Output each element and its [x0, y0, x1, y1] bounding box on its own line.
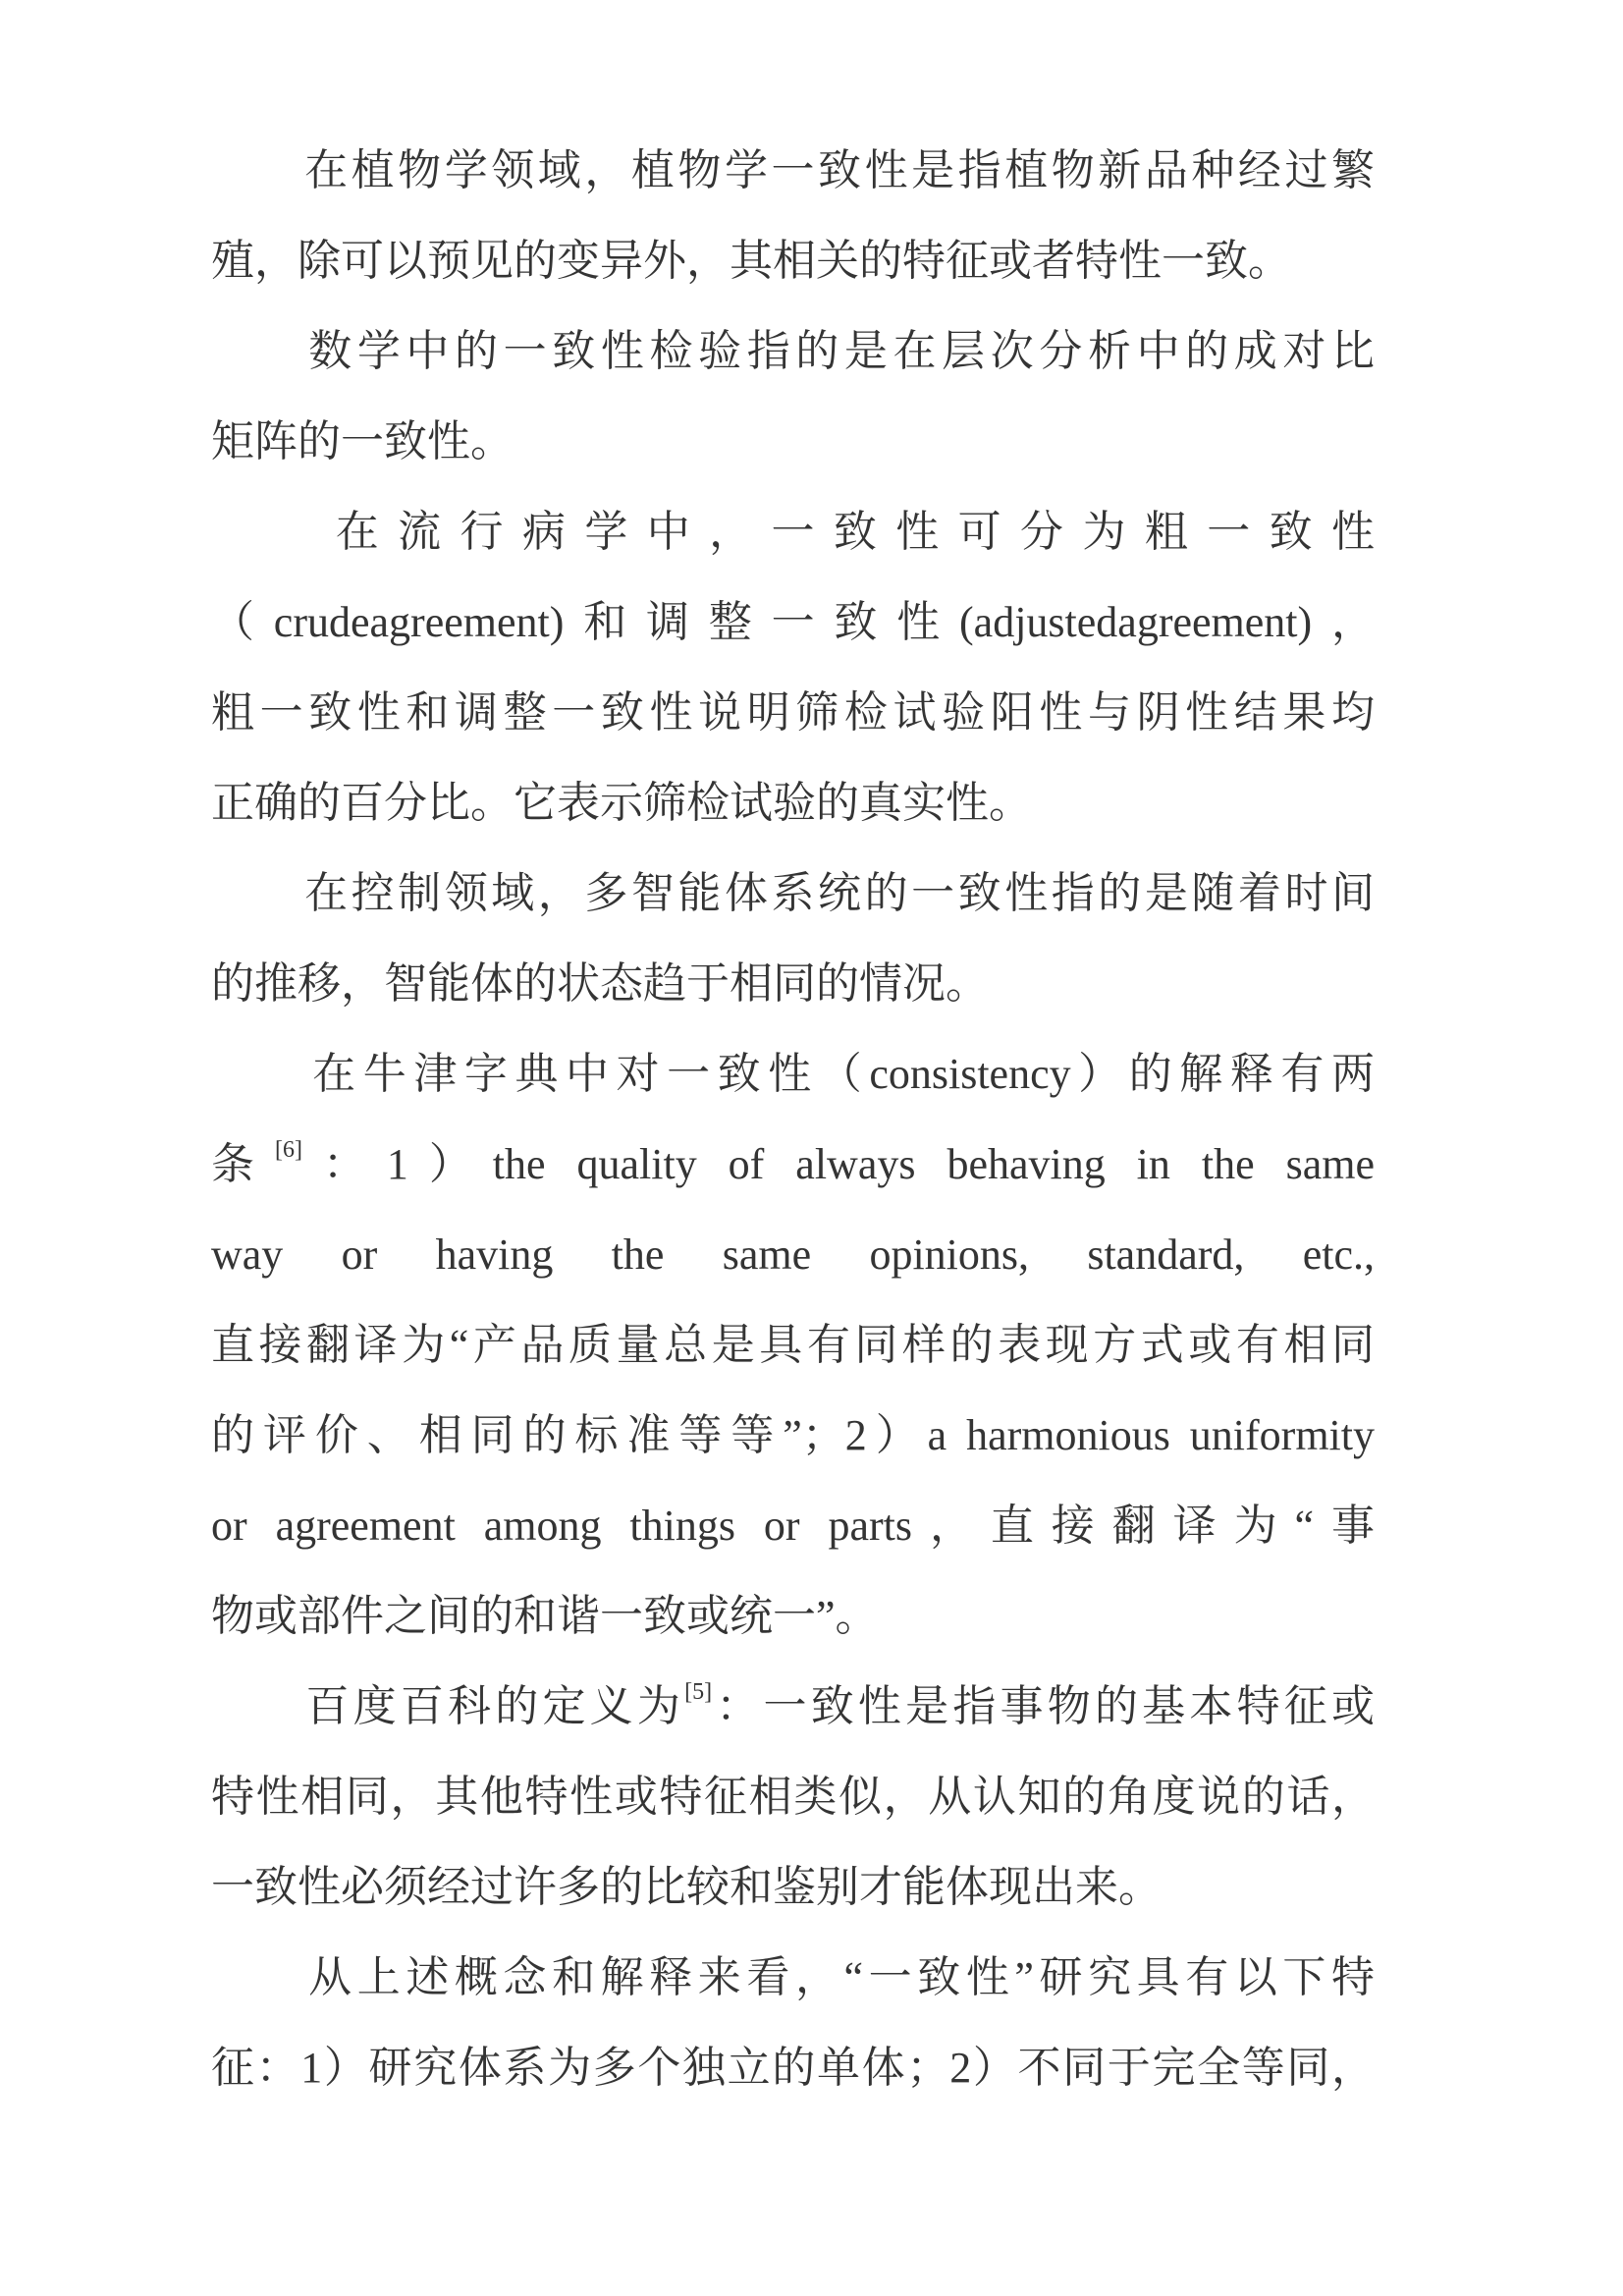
document-line — [211, 1120, 1375, 1210]
paragraph — [211, 1662, 1375, 1933]
document-line — [211, 939, 1375, 1029]
paragraph — [211, 126, 1375, 306]
text-run: 数学中的一致性检验指的是在层次分析中的成对比 — [211, 327, 1375, 375]
text-run: 在植物学领域，植物学一致性是指植物新品种经过繁 — [211, 146, 1375, 194]
document-line — [211, 668, 1375, 758]
document-line — [211, 1210, 1375, 1300]
document-line — [211, 397, 1375, 487]
text-run: 殖，除可以预见的变异外，其相关的特征或者特性一致。 — [211, 237, 1291, 285]
document-line — [211, 1481, 1375, 1571]
text-run: ：一致性是指事物的基本特征或 — [712, 1682, 1375, 1730]
text-run: 直接翻译为“产品质量总是具有同样的表现方式或有相同 — [211, 1321, 1375, 1369]
text-run: 物或部件之间的和谐一致或统一”。 — [211, 1592, 879, 1640]
paragraph — [211, 306, 1375, 487]
text-run: 百度百科的定义为 — [211, 1682, 685, 1730]
document-line — [211, 487, 1375, 577]
document-line — [211, 306, 1375, 397]
paragraph — [211, 1029, 1375, 1662]
text-run: 的推移，智能体的状态趋于相同的情况。 — [211, 959, 989, 1008]
text-run: 在控制领域，多智能体系统的一致性指的是随着时间 — [211, 869, 1375, 917]
text-run: 在牛津字典中对一致性（consistency）的解释有两 — [211, 1050, 1375, 1098]
document-line — [211, 848, 1375, 939]
document-line — [211, 126, 1375, 216]
text-run: 正确的百分比。它表示筛检试验的真实性。 — [211, 779, 1032, 827]
text-run: or agreement among things or parts，直接翻译为“事 — [211, 1502, 1375, 1550]
document-line — [211, 1933, 1375, 2023]
document-line — [211, 1842, 1375, 1933]
text-run: 一致性必须经过许多的比较和鉴别才能体现出来。 — [211, 1863, 1162, 1911]
paragraph — [211, 1933, 1375, 2113]
document-line — [211, 1662, 1375, 1752]
document-line — [211, 1029, 1375, 1120]
document-line — [211, 758, 1375, 848]
document-line — [211, 1391, 1375, 1481]
document-line — [211, 577, 1375, 668]
text-run: 粗一致性和调整一致性说明筛检试验阳性与阴性结果均 — [211, 688, 1375, 737]
text-run: ：1）the quality of always behaving in the same — [301, 1140, 1375, 1188]
footnote-ref: [6] — [274, 1137, 302, 1163]
text-run: 从上述概念和解释来看，“一致性”研究具有以下特 — [211, 1953, 1375, 2001]
text-run: way or having the same opinions, standard, etc., — [211, 1230, 1375, 1279]
document-line — [211, 1571, 1375, 1662]
document-line — [211, 2023, 1375, 2113]
document-line — [211, 1752, 1375, 1842]
text-run: 条 — [211, 1140, 275, 1188]
text-run: 矩阵的一致性。 — [211, 417, 514, 465]
paragraph — [211, 487, 1375, 848]
text-run: 特性相同，其他特性或特征相类似，从认知的角度说的话， — [211, 1773, 1375, 1821]
document-line — [211, 216, 1375, 306]
text-run: 在流行病学中，一致性可分为粗一致性 — [211, 508, 1375, 556]
document-content — [211, 126, 1375, 2113]
text-run: 征：1）研究体系为多个独立的单体；2）不同于完全等同， — [211, 2044, 1375, 2092]
text-run: 的评价、相同的标准等等”；2）a harmonious uniformity — [211, 1411, 1375, 1459]
text-run: （crudeagreement)和调整一致性(adjustedagreement)， — [211, 598, 1375, 646]
footnote-ref: [5] — [684, 1679, 713, 1705]
paragraph — [211, 848, 1375, 1029]
document-line — [211, 1300, 1375, 1391]
